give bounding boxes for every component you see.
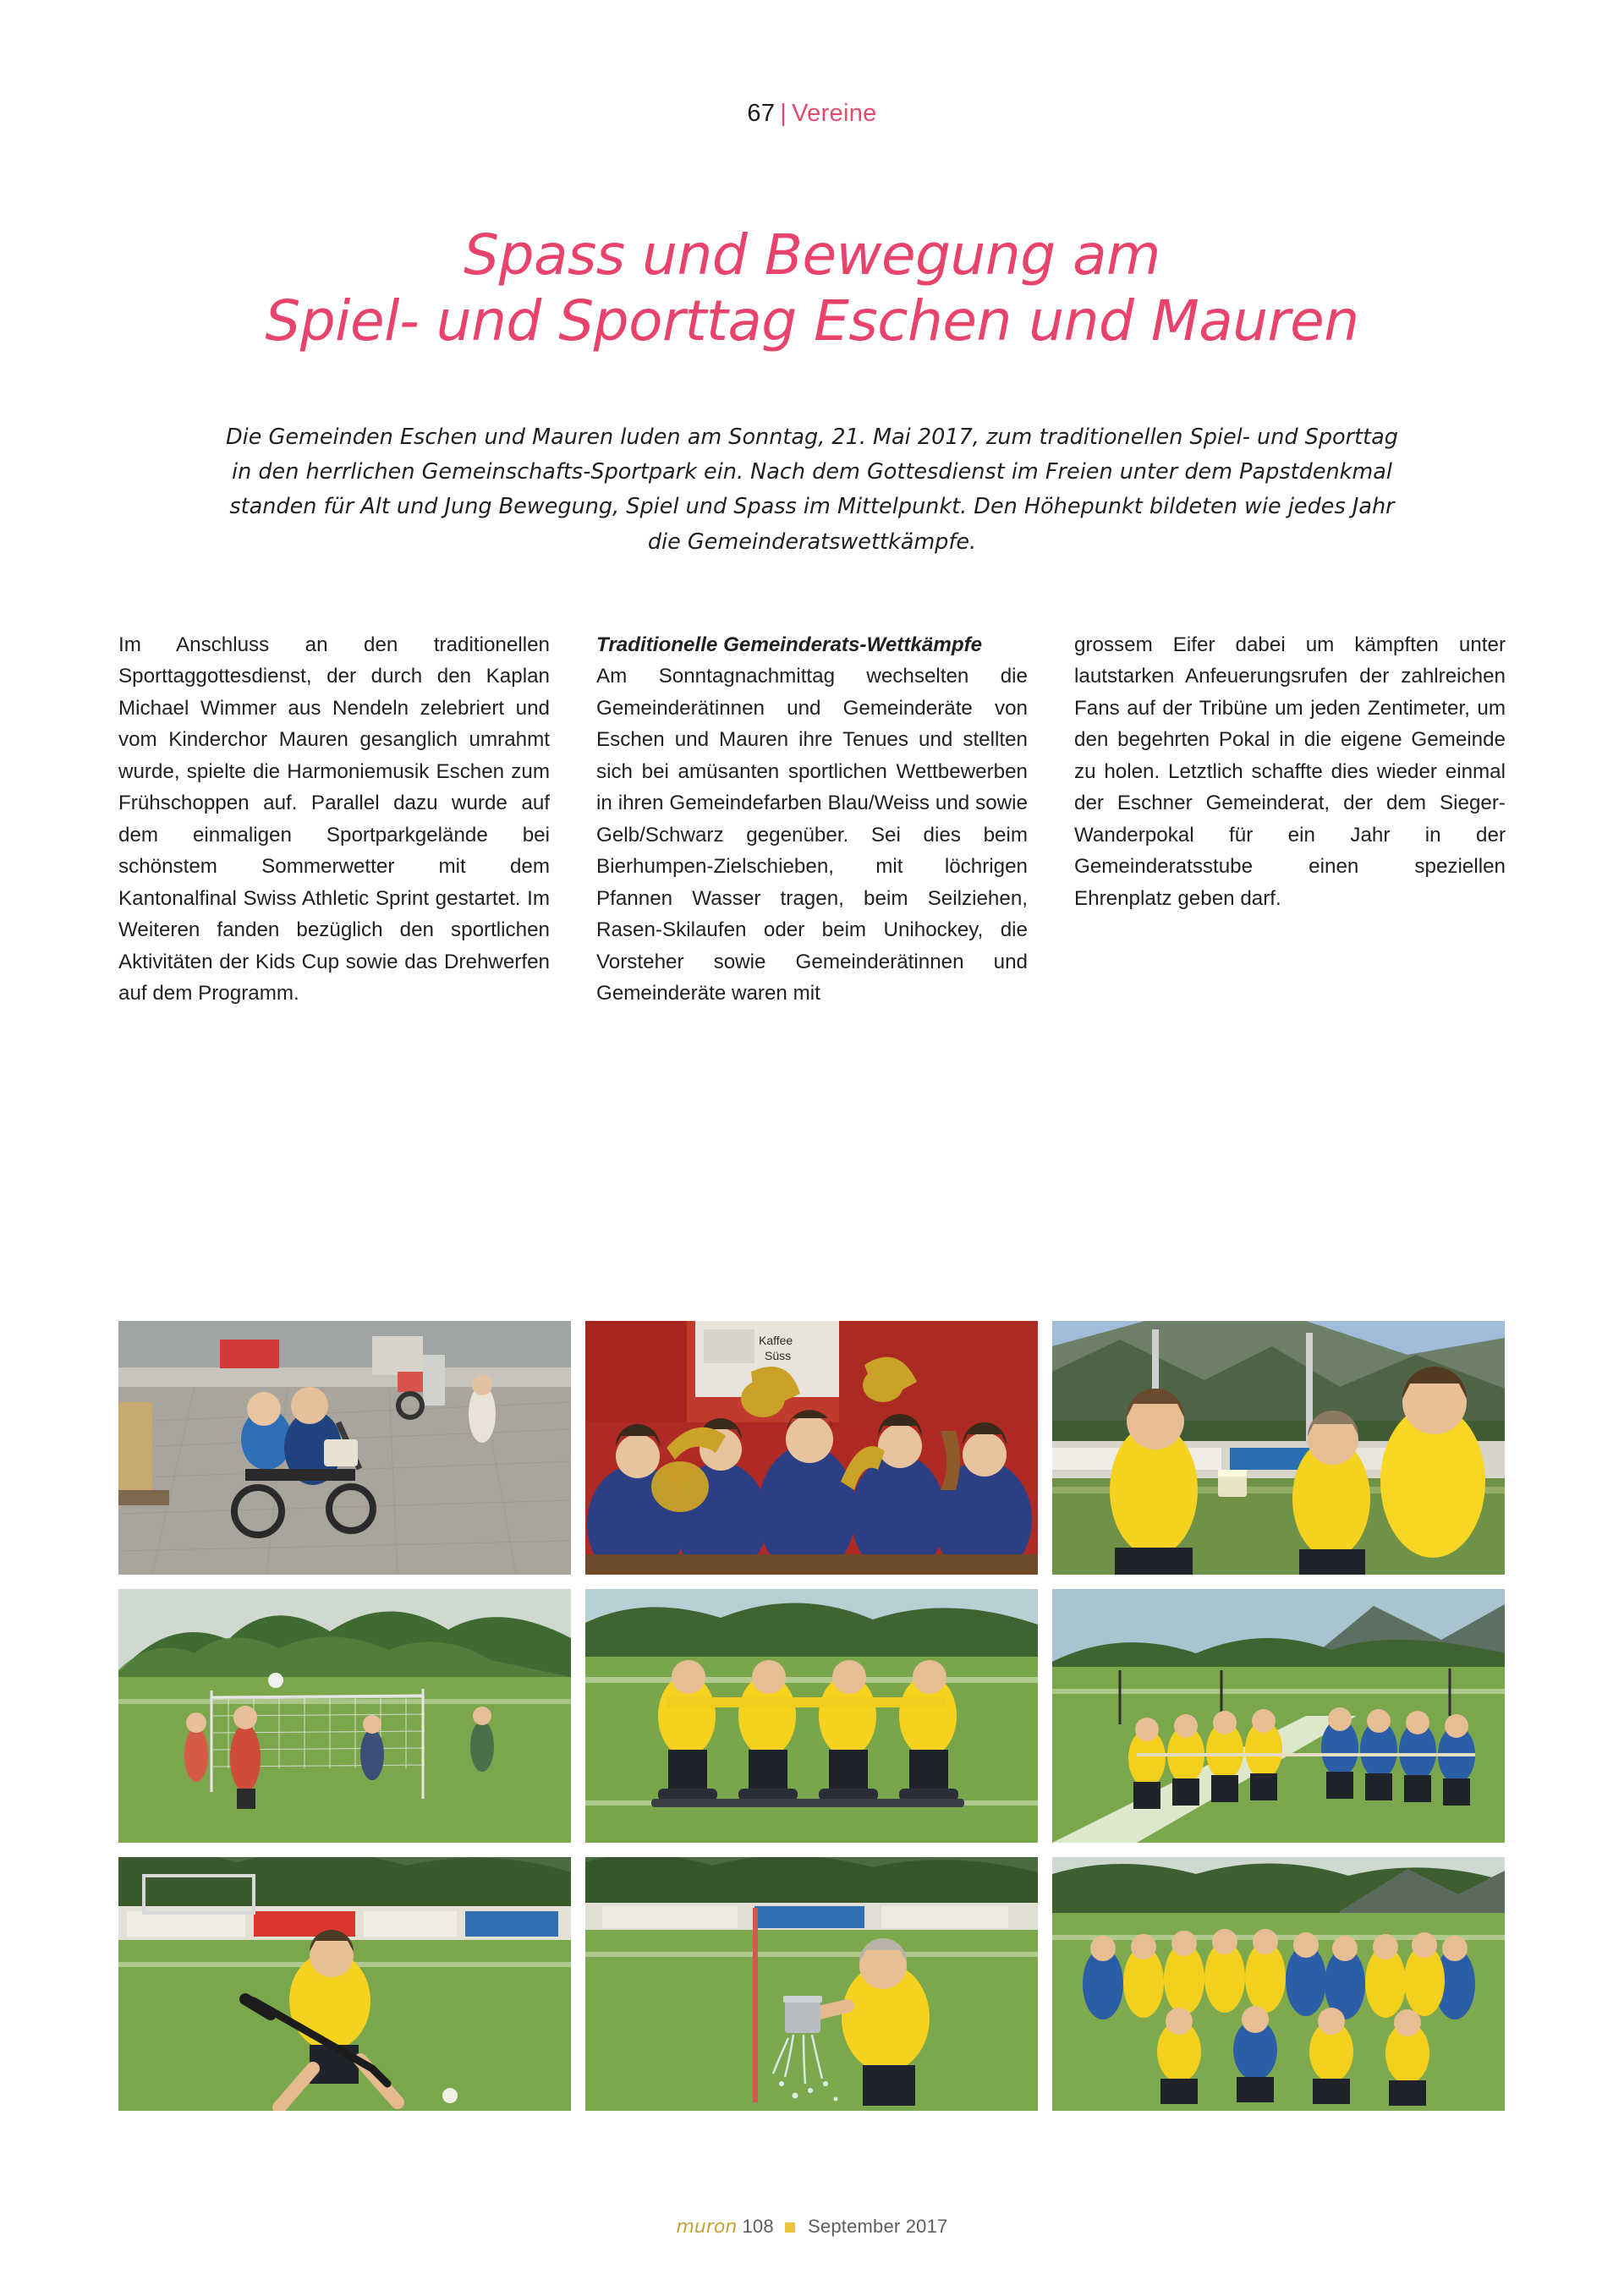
photo-wasser-tragen [585,1857,1038,2111]
photo-seilziehen-image [1052,1589,1505,1843]
footer-date: September 2017 [808,2216,948,2237]
header-section-name: Vereine [792,100,877,127]
column-3-text: grossem Eifer dabei um kämpften unter lautstarken Anfeuerungsrufen der zahlreichen Fans auf der Tribüne um jeden Zentimeter, um den begehrten Pokal in die eigene Gemeinde zu holen. Letztlich schaffte dies wieder einmal der Eschner Gemeinderat, der dem Sieger-Wanderpokal für ein Jahr in der Gemeinderatsstube einen speziellen Ehrenplatz geben darf. [1074,633,1506,910]
article-body-columns [118,629,1506,1010]
column-2-text: Am Sonntagnachmittag wechselten die Gemeinderätinnen und Gemeinderäte von Eschen und Mauren ihre Tenues und stellten sich bei amüsanten sportlichen Wettbewerben in ihren Gemeindefarben Blau/Weiss und sowie Gelb/Schwarz gegenüber. Sei dies beim Bierhumpen-Zielschieben, mit löchrigen Pfannen Wasser tragen, beim Seilziehen, Rasen-Skilaufen oder beim Unihockey, die Vorsteher sowie Gemeinderätinnen und Gemeinderäte waren mit [596,665,1028,1006]
column-1-text: Im Anschluss an den traditionellen Sporttaggottesdienst, der durch den Kaplan Michael Wimmer aus Nendeln zelebriert und vom Kinderchor Mauren gesanglich umrahmt wurde, spielte die Harmoniemusik Eschen zum Frühschoppen auf. Parallel dazu wurde auf dem einmaligen Sportparkgelände bei schönstem Sommerwetter mit dem Kantonalfinal Swiss Athletic Sprint gestartet. Im Weiteren fanden bezüglich den sportlichen Aktivitäten der Kids Cup sowie das Drehwerfen auf dem Programm. [118,633,550,1006]
photo-seilziehen [1052,1589,1505,1843]
photo-volleyball-wiese-image [118,1589,571,1843]
photo-unihockey-gelb-image [118,1857,571,2111]
article-title-line-2: Spiel- und Sporttag Eschen und Mauren [265,288,1359,353]
article-title [118,222,1506,354]
article-title-line-1: Spass und Bewegung am [464,222,1160,288]
photo-gemeinderaete-gelb-bierhumpen [1052,1321,1505,1575]
photo-kids-tricycles-image [118,1321,571,1575]
column-2-subheading: Traditionelle Gemeinderats-Wettkämpfe [596,633,983,656]
footer-magazine-name: muron [676,2217,738,2238]
photo-rasen-skilaufen-gelb-image [585,1589,1038,1843]
article-lead-paragraph: Die Gemeinden Eschen und Mauren luden am Sonntag, 21. Mai 2017, zum traditionellen Spiel- und Sporttag in den herrlichen Gemeinschafts-Sportpark ein. Nach dem Gottesdienst im Freien unter dem Papstdenkmal standen für Alt und Jung Bewegung, Spiel und Spass im Mittelpunkt. Den Höhepunkt bildeten wie jedes Jahr die Gemeinderatswettkämpfe. [226,424,1398,555]
svg-text:Süss: Süss [765,1349,792,1362]
article-column-1 [118,629,550,1010]
footer-issue-number: 108 [742,2216,774,2237]
photo-gruppenbild-teams [1052,1857,1505,2111]
header-separator: | [780,100,787,127]
article-column-3 [1074,629,1506,1010]
photo-harmoniemusik-band [585,1321,1038,1575]
photo-wasser-tragen-image [585,1857,1038,2111]
article-column-2 [596,629,1028,1010]
photo-rasen-skilaufen-gelb [585,1589,1038,1843]
photo-unihockey-gelb [118,1857,571,2111]
footer-square-icon [785,2222,795,2233]
photo-harmoniemusik-band-image [585,1321,1038,1575]
photo-gruppenbild-teams-image [1052,1857,1505,2111]
photo-gallery [118,1321,1506,2111]
page-footer [0,2216,1624,2238]
page-header [118,0,1506,128]
photo-volleyball-wiese [118,1589,571,1843]
photo-gemeinderaete-gelb-bierhumpen-image [1052,1321,1505,1575]
photo-kids-tricycles [118,1321,571,1575]
svg-text:Kaffee: Kaffee [759,1334,793,1347]
header-page-number: 67 [747,100,776,127]
